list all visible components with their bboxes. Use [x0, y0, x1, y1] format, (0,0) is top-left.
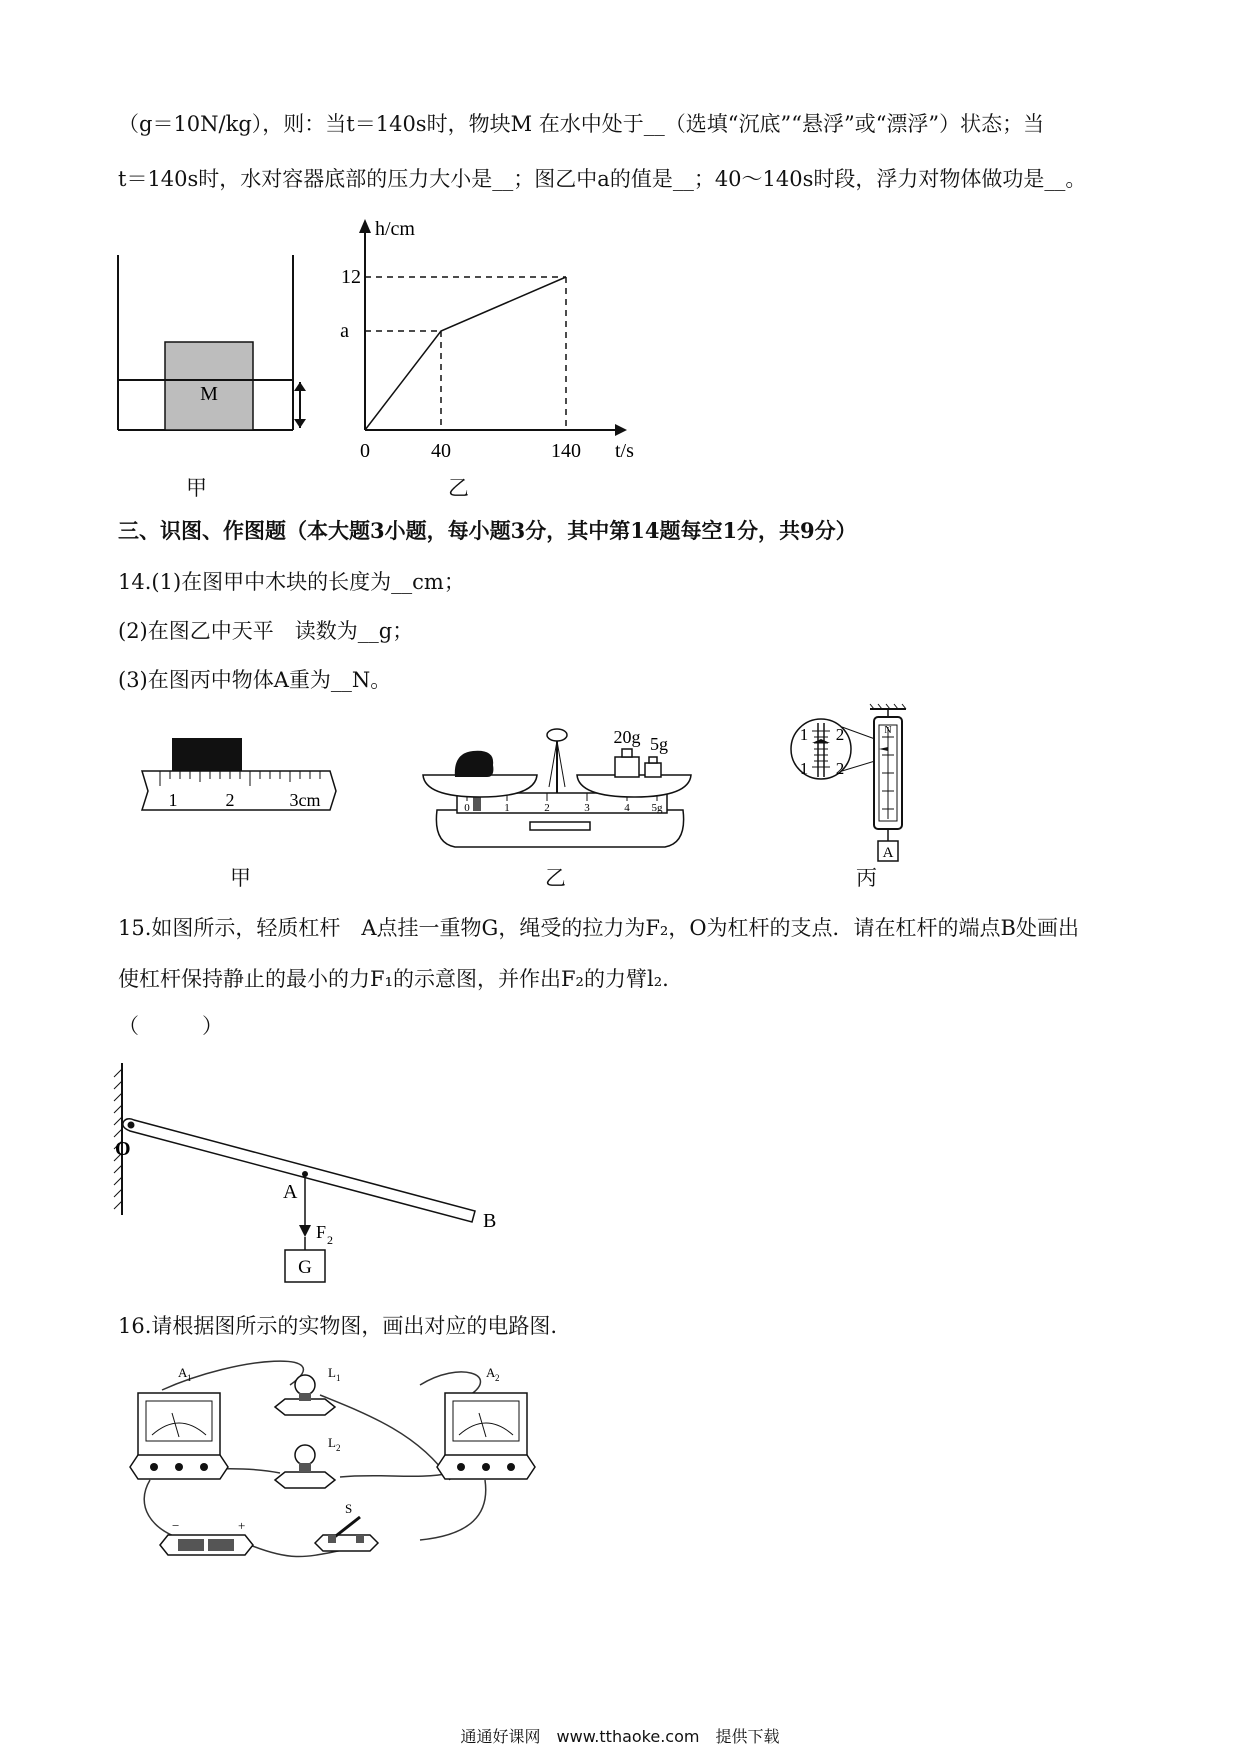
ammeter-a2-subscript: 2 [495, 1373, 500, 1383]
lamp-l2-label: L [328, 1435, 336, 1450]
y-axis-label: h/cm [375, 218, 415, 240]
weight-20g-label: 20g [613, 727, 641, 747]
balance-scale-1: 1 [504, 802, 510, 814]
q14-part-1: 14.(1)在图甲中木块的长度为__cm； [118, 570, 465, 594]
h-t-chart [325, 215, 645, 460]
force-f2-label: F [316, 1222, 327, 1242]
page-footer: 通通好课网 www.tthaoke.com 提供下载 [460, 1727, 780, 1746]
caption-yi-14: 乙 [545, 866, 566, 890]
balance-scale-0: 0 [464, 802, 470, 814]
balance-scale-4: 4 [624, 802, 630, 814]
figure-container-block [110, 250, 310, 480]
caption-bing-14: 丙 [856, 866, 877, 890]
lamp-l2-subscript: 2 [336, 1443, 341, 1453]
spring-zoom-1-left: 1 [799, 725, 809, 744]
balance-scale-2: 2 [544, 802, 550, 814]
balance-figure [415, 705, 705, 855]
block-m-label: M [200, 383, 218, 405]
spring-unit-n: N [884, 725, 892, 736]
ruler-label-1: 1 [168, 790, 178, 810]
x-axis-label: t/s [615, 440, 634, 460]
q15-line-2: 使杠杆保持静止的最小的力F₁的示意图，并作出F₂的力臂l₂. [118, 967, 669, 991]
q15-line-1: 15.如图所示，轻质杠杆 A点挂一重物G，绳受的拉力为F₂，O为杠杆的支点．请在杠杆的端点B处画出 [118, 916, 1079, 940]
y-tick-12: 12 [341, 266, 361, 288]
lever-figure [110, 1055, 510, 1295]
q13-line-2: t＝140s时，水对容器底部的压力大小是__；图乙中a的值是__；40～140s时段，浮力对物体做功是__。 [118, 167, 1087, 191]
spring-zoom-1-right: 2 [835, 725, 845, 744]
weight-5g-label: 5g [650, 734, 668, 754]
object-a-label: A [882, 845, 894, 861]
lamp-l1-subscript: 1 [336, 1373, 341, 1383]
q14-part-3: (3)在图丙中物体A重为__N。 [118, 668, 392, 692]
x-tick-40: 40 [431, 440, 451, 460]
spring-zoom-2-right: 2 [835, 759, 845, 778]
ammeter-a1-subscript: 1 [187, 1373, 192, 1383]
x-tick-0: 0 [360, 440, 370, 460]
battery-plus-label: + [238, 1518, 246, 1533]
lamp-l1-label: L [328, 1365, 336, 1380]
ammeter-a2-label: A [486, 1365, 496, 1380]
force-f2-subscript: 2 [327, 1233, 333, 1247]
caption-yi-13: 乙 [448, 476, 469, 500]
caption-jia-14: 甲 [230, 866, 251, 890]
y-tick-a: a [340, 320, 349, 342]
q13-line-1: （g＝10N/kg），则：当t＝140s时，物块M 在水中处于__（选填“沉底”“悬浮”或“漂浮”）状态；当 [118, 112, 1045, 136]
circuit-figure [120, 1355, 540, 1575]
ammeter-a1-label: A [178, 1365, 188, 1380]
section-3-heading: 三、识图、作图题（本大题3小题，每小题3分，其中第14题每空1分，共9分） [118, 518, 857, 543]
battery-minus-label: − [172, 1518, 180, 1533]
ruler-label-3cm: 3cm [289, 790, 321, 810]
caption-jia-13: 甲 [186, 476, 207, 500]
point-b-label: B [483, 1210, 497, 1232]
spring-scale-figure [790, 703, 920, 863]
weight-g-label: G [298, 1257, 312, 1278]
balance-scale-5g: 5g [651, 802, 663, 814]
spring-zoom-2-left: 1 [799, 759, 809, 778]
q14-part-2: (2)在图乙中天平 读数为__g； [118, 619, 414, 643]
ruler-figure [140, 730, 340, 820]
ruler-label-2: 2 [225, 790, 235, 810]
point-a-label: A [283, 1181, 298, 1203]
h-t-line [365, 277, 566, 430]
x-tick-140: 140 [551, 440, 581, 460]
balance-scale-3: 3 [584, 802, 590, 814]
q15-answer-blank: （ ） [118, 1014, 223, 1038]
switch-s-label: S [345, 1501, 353, 1516]
q16-line-1: 16.请根据图所示的实物图，画出对应的电路图. [118, 1314, 558, 1338]
pivot-o-label: O [115, 1138, 131, 1160]
